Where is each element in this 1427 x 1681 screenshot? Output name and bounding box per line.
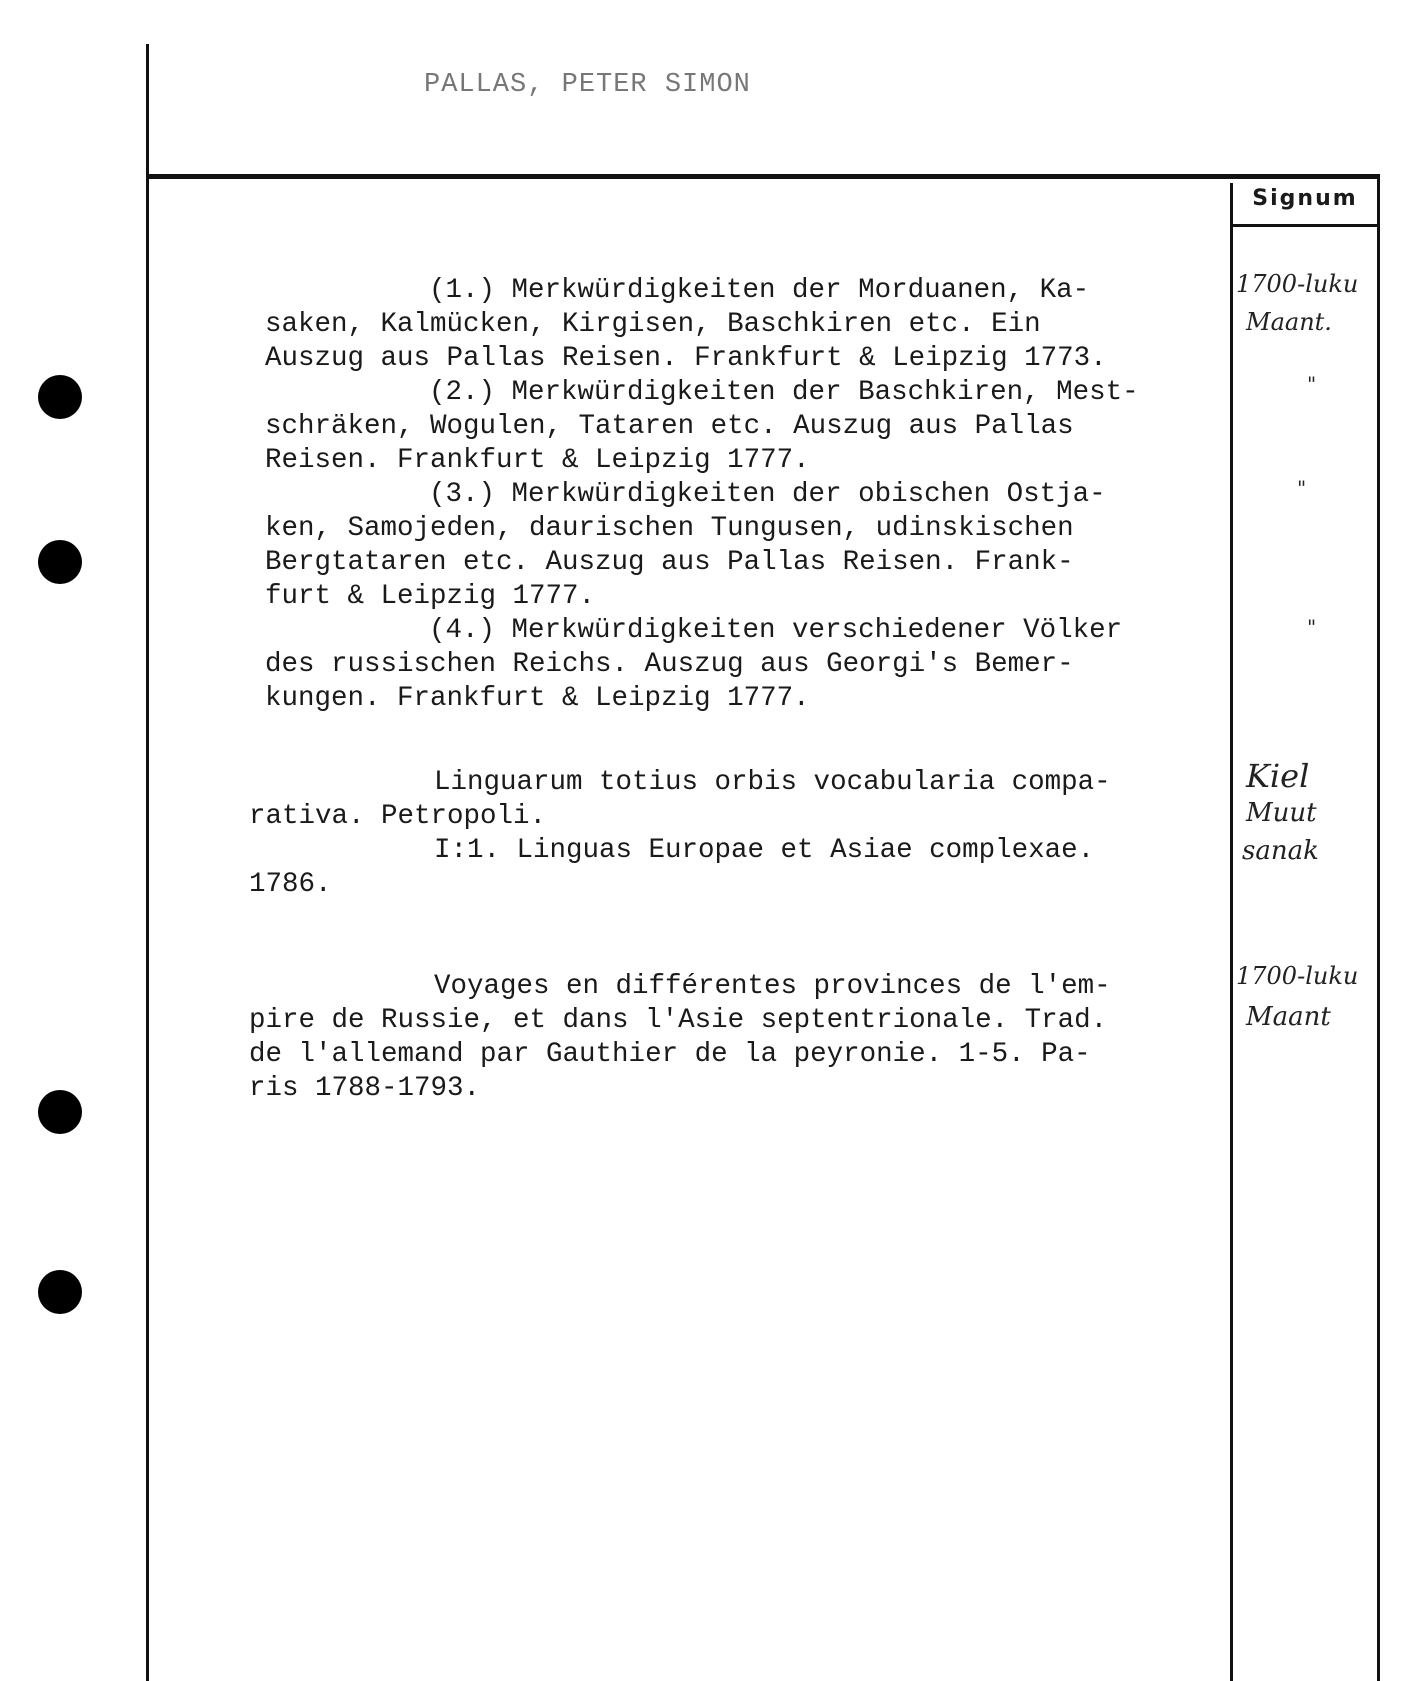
punch-hole xyxy=(38,375,82,419)
entry-text-line: (4.) Merkwürdigkeiten verschiedener Völker xyxy=(429,615,1123,646)
entry-text-line: furt & Leipzig 1777. xyxy=(265,581,596,612)
entry-text-line: de l'allemand par Gauthier de la peyronie. 1-5. Pa- xyxy=(249,1039,1091,1070)
signum-note: " xyxy=(1307,372,1317,396)
signum-note: Maant xyxy=(1246,1002,1331,1032)
entry-text-line: saken, Kalmücken, Kirgisen, Baschkiren etc. Ein xyxy=(265,309,1041,340)
signum-note: " xyxy=(1297,476,1307,500)
entry-text-line: ris 1788-1793. xyxy=(249,1073,481,1104)
entry-text-line: I:1. Linguas Europae et Asiae complexae. xyxy=(434,835,1095,866)
left-margin-rule xyxy=(146,44,149,1681)
entry-text-line: Bergtataren etc. Auszug aus Pallas Reisen. Frank- xyxy=(265,547,1074,578)
entry-text-line: Voyages en différentes provinces de l'em- xyxy=(434,971,1111,1002)
signum-note: 1700-luku xyxy=(1236,270,1359,298)
entry-text-line: 1786. xyxy=(249,869,332,900)
entry-text-line: ken, Samojeden, daurischen Tungusen, udinskischen xyxy=(265,513,1074,544)
entry-text-line: (3.) Merkwürdigkeiten der obischen Ostja- xyxy=(429,479,1106,510)
entry-text-line: schräken, Wogulen, Tataren etc. Auszug aus Pallas xyxy=(265,411,1074,442)
author-heading: PALLAS, PETER SIMON xyxy=(424,70,751,100)
entry-text-line: (1.) Merkwürdigkeiten der Morduanen, Ka- xyxy=(429,275,1090,306)
signum-note: sanak xyxy=(1242,836,1319,866)
entry-text-line: Linguarum totius orbis vocabularia compa- xyxy=(434,767,1111,798)
signum-column-header: Signum xyxy=(1252,186,1358,211)
entry-text-line: (2.) Merkwürdigkeiten der Baschkiren, Mest- xyxy=(429,377,1139,408)
entry-text-line: pire de Russie, et dans l'Asie septentrionale. Trad. xyxy=(249,1005,1108,1036)
signum-note: Maant. xyxy=(1246,308,1332,336)
signum-note: " xyxy=(1307,615,1317,639)
punch-hole xyxy=(38,1270,82,1314)
right-border-rule xyxy=(1377,176,1380,1681)
entry-text-line: des russischen Reichs. Auszug aus Georgi's Bemer- xyxy=(265,649,1074,680)
signum-note: 1700-luku xyxy=(1236,962,1359,990)
signum-note: Kiel xyxy=(1246,757,1310,795)
punch-hole xyxy=(38,540,82,584)
signum-column-rule xyxy=(1230,183,1233,1681)
signum-note: Muut xyxy=(1246,798,1317,828)
punch-hole xyxy=(38,1090,82,1134)
entry-text-line: Reisen. Frankfurt & Leipzig 1777. xyxy=(265,445,810,476)
entry-text-line: Auszug aus Pallas Reisen. Frankfurt & Leipzig 1773. xyxy=(265,343,1107,374)
header-divider-rule xyxy=(146,174,1380,179)
signum-header-rule xyxy=(1230,224,1380,227)
entry-text-line: kungen. Frankfurt & Leipzig 1777. xyxy=(265,683,810,714)
entry-text-line: rativa. Petropoli. xyxy=(249,801,547,832)
